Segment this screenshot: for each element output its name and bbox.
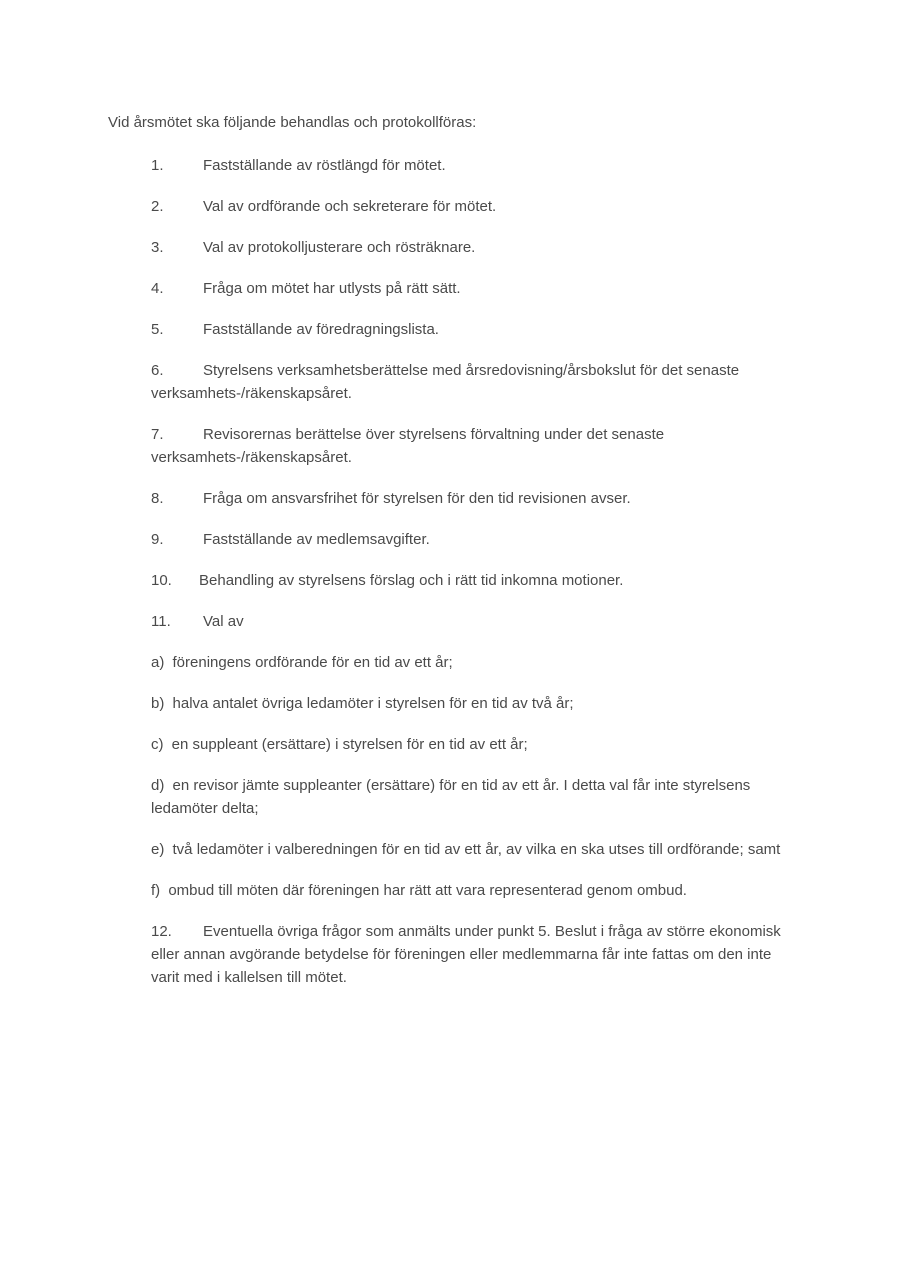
subitem-text: föreningens ordförande för en tid av ett år;: [172, 654, 453, 671]
subitem-letter: e): [151, 841, 165, 858]
subitem-letter: b): [151, 695, 165, 712]
subitem-letter: d): [151, 777, 165, 794]
subitem-letter: f): [151, 882, 161, 899]
subitem-e: [151, 838, 791, 861]
item-text: Eventuella övriga frågor som anmälts under punkt 5. Beslut i fråga av större ekonomisk eller annan avgörande betydelse för föreningen eller medlemmarna får inte fattas om den inte varit med i kallelsen till mötet.: [151, 923, 781, 986]
subitem-text: en suppleant (ersättare) i styrelsen för en tid av ett år;: [171, 736, 528, 753]
item-text: Fråga om mötet har utlysts på rätt sätt.: [203, 280, 461, 297]
subitem-b: [151, 692, 791, 715]
subitem-f: [151, 879, 791, 902]
agenda-item-4: [151, 277, 791, 300]
agenda-item-6: [151, 359, 791, 405]
item-number: 4.: [151, 280, 164, 297]
item-number: 3.: [151, 239, 164, 256]
agenda-item-10: [151, 569, 791, 592]
agenda-item-7: [151, 423, 791, 469]
item-number: 6.: [151, 362, 164, 379]
item-text: Fastställande av medlemsavgifter.: [203, 531, 430, 548]
item-text: Val av: [203, 613, 244, 630]
intro-text: Vid årsmötet ska följande behandlas och protokollföras:: [108, 114, 477, 131]
subitem-text: ombud till möten där föreningen har rätt att vara representerad genom ombud.: [168, 882, 687, 899]
item-number: 9.: [151, 531, 164, 548]
subitem-text: en revisor jämte suppleanter (ersättare) för en tid av ett år. I detta val får inte styrelsens ledamöter delta;: [151, 777, 751, 817]
agenda-item-12: [151, 920, 791, 989]
agenda-item-3: [151, 236, 791, 259]
agenda-item-9: [151, 528, 791, 551]
agenda-item-8: [151, 487, 791, 510]
subitem-d: [151, 774, 791, 820]
item-text: Fastställande av röstlängd för mötet.: [203, 157, 446, 174]
item-number: 7.: [151, 426, 164, 443]
item-number: 11.: [151, 613, 171, 630]
item-text: Val av ordförande och sekreterare för mötet.: [203, 198, 497, 215]
item-number: 1.: [151, 157, 164, 174]
subitem-text: halva antalet övriga ledamöter i styrelsen för en tid av två år;: [172, 695, 574, 712]
item-number: 8.: [151, 490, 164, 507]
item-text: Styrelsens verksamhetsberättelse med årsredovisning/årsbokslut för det senaste verksamhets-/räkenskapsåret.: [151, 362, 740, 402]
agenda-item-2: [151, 195, 791, 218]
item-text: Fastställande av föredragningslista.: [203, 321, 439, 338]
agenda-item-5: [151, 318, 791, 341]
item-number: 10.: [151, 572, 172, 589]
subitem-text: två ledamöter i valberedningen för en tid av ett år, av vilka en ska utses till ordförande; samt: [172, 841, 781, 858]
subitem-letter: c): [151, 736, 164, 753]
subitem-a: [151, 651, 791, 674]
item-text: Val av protokolljusterare och rösträknare.: [203, 239, 476, 256]
item-number: 5.: [151, 321, 164, 338]
agenda-item-11: [151, 610, 791, 633]
agenda-list: [151, 154, 791, 989]
item-number: 2.: [151, 198, 164, 215]
subitem-c: [151, 733, 791, 756]
item-number: 12.: [151, 923, 172, 940]
subitem-letter: a): [151, 654, 165, 671]
agenda-item-1: [151, 154, 791, 177]
item-text: Fråga om ansvarsfrihet för styrelsen för den tid revisionen avser.: [203, 490, 631, 507]
item-text: Revisorernas berättelse över styrelsens förvaltning under det senaste verksamhets-/räkenskapsåret.: [151, 426, 665, 466]
item-text: Behandling av styrelsens förslag och i rätt tid inkomna motioner.: [199, 572, 624, 589]
